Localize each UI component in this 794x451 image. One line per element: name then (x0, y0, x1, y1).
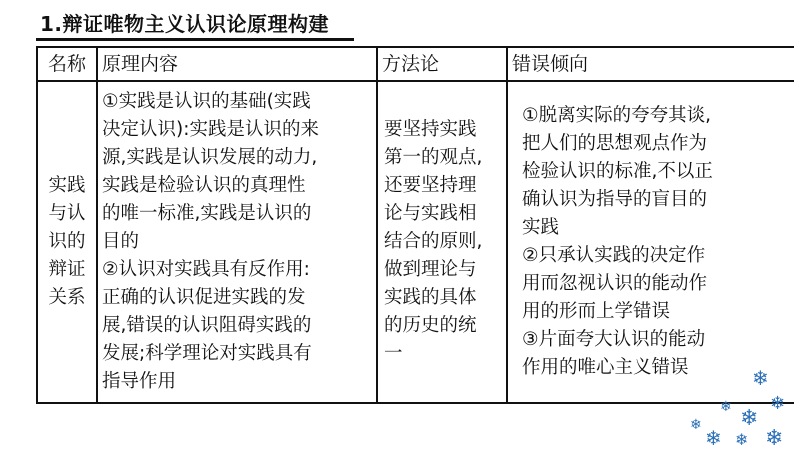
principle-text (102, 88, 372, 396)
table-header-row (37, 47, 794, 81)
snowflake-icon: ❄ (770, 393, 786, 414)
method-line: 要坚持实践 (384, 119, 477, 140)
principle-table (36, 46, 794, 404)
row-name-line: 与认 (48, 203, 86, 224)
snowflake-icon: ❄ (735, 430, 749, 449)
method-line: 论与实践相 (384, 203, 477, 224)
method-line: 做到理论与 (384, 259, 477, 280)
row-name-line: 实践 (48, 175, 86, 196)
principle-line: 决定认识):实践是认识的来 (102, 119, 319, 140)
error-line: ①脱离实际的夸夸其谈, (522, 105, 711, 126)
row-name-line: 关系 (48, 287, 86, 308)
principle-line: 源,实践是认识发展的动力, (102, 147, 318, 168)
principle-line: 指导作用 (102, 371, 177, 392)
errors-text (522, 102, 790, 382)
header-principle: 原理内容 (97, 47, 377, 81)
principle-line: ①实践是认识的基础(实践 (102, 91, 311, 112)
principle-line: 实践是检验认识的真理性 (102, 175, 306, 196)
snowflake-icon: ❄ (752, 366, 769, 390)
snowflake-icon: ❄ (740, 406, 759, 431)
errors-cell (507, 81, 794, 403)
error-line: 确认识为指导的盲目的 (522, 189, 708, 210)
method-line: 结合的原则, (384, 231, 483, 252)
title-underline (36, 38, 354, 41)
method-line: 还要坚持理 (384, 175, 477, 196)
row-name (40, 172, 94, 312)
error-line: 把人们的思想观点作为 (522, 133, 708, 154)
error-line: ②只承认实践的决定作 (522, 245, 706, 266)
error-line: 用而忽视认识的能动作 (522, 273, 708, 294)
principle-cell (97, 81, 377, 403)
method-line: 第一的观点, (384, 147, 483, 168)
principle-line: 目的 (102, 231, 140, 252)
method-cell (377, 81, 507, 403)
principle-line: 的唯一标准,实践是认识的 (102, 203, 312, 224)
row-name-line: 识的 (48, 231, 86, 252)
principle-line: 展,错误的认识阻碍实践的 (102, 315, 312, 336)
method-line: 一 (384, 343, 403, 364)
error-line: 用的形而上学错误 (522, 301, 671, 322)
method-line: 的历史的统 (384, 315, 477, 336)
header-method: 方法论 (377, 47, 507, 81)
header-errors: 错误倾向 (507, 47, 794, 81)
principle-line: ②认识对实践具有反作用: (102, 259, 310, 280)
snowflake-icon: ❄ (705, 426, 722, 450)
error-line: ③片面夸大认识的能动 (522, 329, 706, 350)
snowflake-icon: ❄ (765, 426, 784, 451)
principle-line: 正确的认识促进实践的发 (102, 287, 306, 308)
row-name-cell (37, 81, 97, 403)
snowflake-icon: ❄ (690, 417, 702, 433)
principle-line: 发展;科学理论对实践具有 (102, 343, 312, 364)
header-name: 名称 (37, 47, 97, 81)
error-line: 作用的唯心主义错误 (522, 357, 689, 378)
method-text (384, 116, 500, 368)
method-line: 实践的具体 (384, 287, 477, 308)
error-line: 检验认识的标准,不以正 (522, 161, 713, 182)
error-line: 实践 (522, 217, 560, 238)
table-row (37, 81, 794, 403)
section-title: 1.辩证唯物主义认识论原理构建 (40, 12, 330, 36)
snowflake-icon: ❄ (720, 399, 732, 415)
row-name-line: 辩证 (48, 259, 86, 280)
